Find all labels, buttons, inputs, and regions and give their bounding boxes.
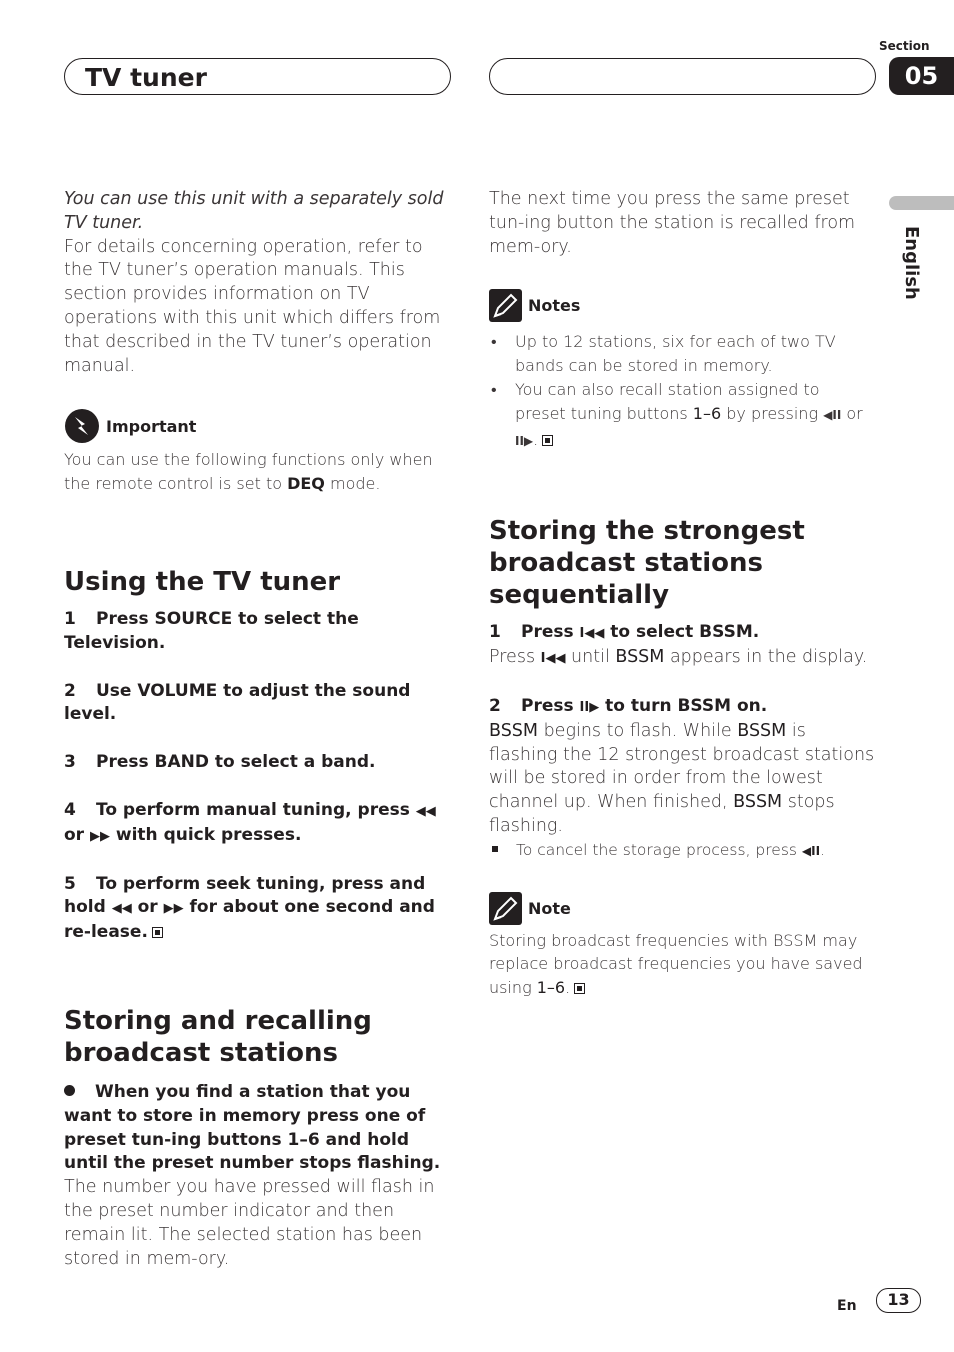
end-mark-icon xyxy=(152,927,163,938)
rewind-symbol: ◀◀ xyxy=(111,901,132,917)
prev-symbol: ◀II xyxy=(801,843,821,858)
cancel-note: To cancel the storage process, press ◀II. xyxy=(489,839,875,864)
language-label: English xyxy=(901,226,922,300)
step-3: 3 Press BAND to select a band. xyxy=(64,752,376,773)
bssm-step-2-desc: BSSM begins to flash. While BSSM is flashing the 12 strongest broadcast stations will be stored in order from the lowest channel up. When finished, BSSM stops flashing. xyxy=(489,720,875,836)
intro-text: For details concerning operation, refer to the TV tuner’s operation manuals. This section provides information on TV operations with this unit which differs from that described in the TV tuner’s operation manual. xyxy=(64,236,441,376)
step-1: 1 Press SOURCE to select the Television. xyxy=(64,608,359,653)
end-mark-icon xyxy=(574,983,585,994)
bssm-step-1: 1 Press I◀◀ to select BSSM. xyxy=(489,622,760,643)
step-2: 2 Use VOLUME to adjust the sound level. xyxy=(64,680,411,725)
language-tab xyxy=(889,196,954,210)
page-number: 13 xyxy=(876,1288,921,1313)
title-frame xyxy=(64,58,451,95)
note-text: Storing broadcast frequencies with BSSM may replace broadcast frequencies you have saved using 1–6. xyxy=(489,930,863,998)
end-mark-icon xyxy=(542,435,553,446)
section-number: 05 xyxy=(889,57,954,95)
notes-label: Notes xyxy=(528,296,581,316)
section-label: Section xyxy=(879,39,930,53)
header-right-frame xyxy=(489,58,876,95)
recall-text: The next time you press the same preset tun-ing button the station is recalled from mem-ory. xyxy=(489,189,856,257)
note-item: • You can also recall station assigned to preset tuning buttons 1–6 by pressing ◀II or II▶. xyxy=(489,378,875,453)
storing-instruction: When you find a station that you want to store in memory press one of preset tun-ing buttons 1–6 and hold until the preset number stops flashing. xyxy=(64,1081,441,1174)
notes-heading xyxy=(489,289,875,322)
prev-symbol: ◀II xyxy=(823,407,842,422)
bssm-step-2: 2 Press II▶ to turn BSSM on. xyxy=(489,695,768,716)
forward-symbol: ▶▶ xyxy=(163,901,184,917)
forward-symbol: ▶▶ xyxy=(89,828,110,844)
skip-back-symbol: I◀◀ xyxy=(579,626,605,642)
storing-heading: Storing and recalling broadcast stations xyxy=(64,1005,372,1068)
important-text: You can use the following functions only when the remote control is set to DEQ mode. xyxy=(64,450,433,494)
next-symbol: II▶ xyxy=(515,433,534,448)
step-5: 5 To perform seek tuning, press and hold ◀◀ or ▶▶ for about one second and re-lease. xyxy=(64,873,435,943)
left-column xyxy=(64,188,456,1271)
step-4: 4 To perform manual tuning, press ◀◀ or ▶▶ with quick presses. xyxy=(64,799,436,845)
note-pencil-icon xyxy=(489,289,522,322)
page-title: TV tuner xyxy=(85,63,207,92)
using-heading: Using the TV tuner xyxy=(64,566,341,597)
square-bullet-icon xyxy=(492,846,498,852)
storing-text: The number you have pressed will flash in the preset number indicator and then remain lit. The selected station has been stored in mem-ory. xyxy=(64,1177,435,1269)
important-label: Important xyxy=(106,416,197,436)
important-icon xyxy=(64,408,100,444)
bssm-step-1-desc: Press I◀◀ until BSSM appears in the display. xyxy=(489,647,868,668)
note-pencil-icon xyxy=(489,892,522,925)
rewind-symbol: ◀◀ xyxy=(415,803,436,819)
note-heading xyxy=(489,892,875,925)
intro-italic: You can use this unit with a separately sold TV tuner. xyxy=(64,189,444,233)
right-column xyxy=(489,188,875,1000)
note-label: Note xyxy=(528,898,571,918)
next-symbol: II▶ xyxy=(579,699,600,715)
note-item: • Up to 12 stations, six for each of two TV bands can be stored in memory. xyxy=(489,330,875,378)
footer-lang-code: En xyxy=(837,1298,857,1314)
bssm-heading: Storing the strongest broadcast stations sequentially xyxy=(489,516,805,611)
important-heading xyxy=(64,408,456,444)
skip-back-symbol: I◀◀ xyxy=(540,651,566,667)
notes-list xyxy=(489,330,875,453)
bullet-dot-icon xyxy=(64,1085,75,1096)
